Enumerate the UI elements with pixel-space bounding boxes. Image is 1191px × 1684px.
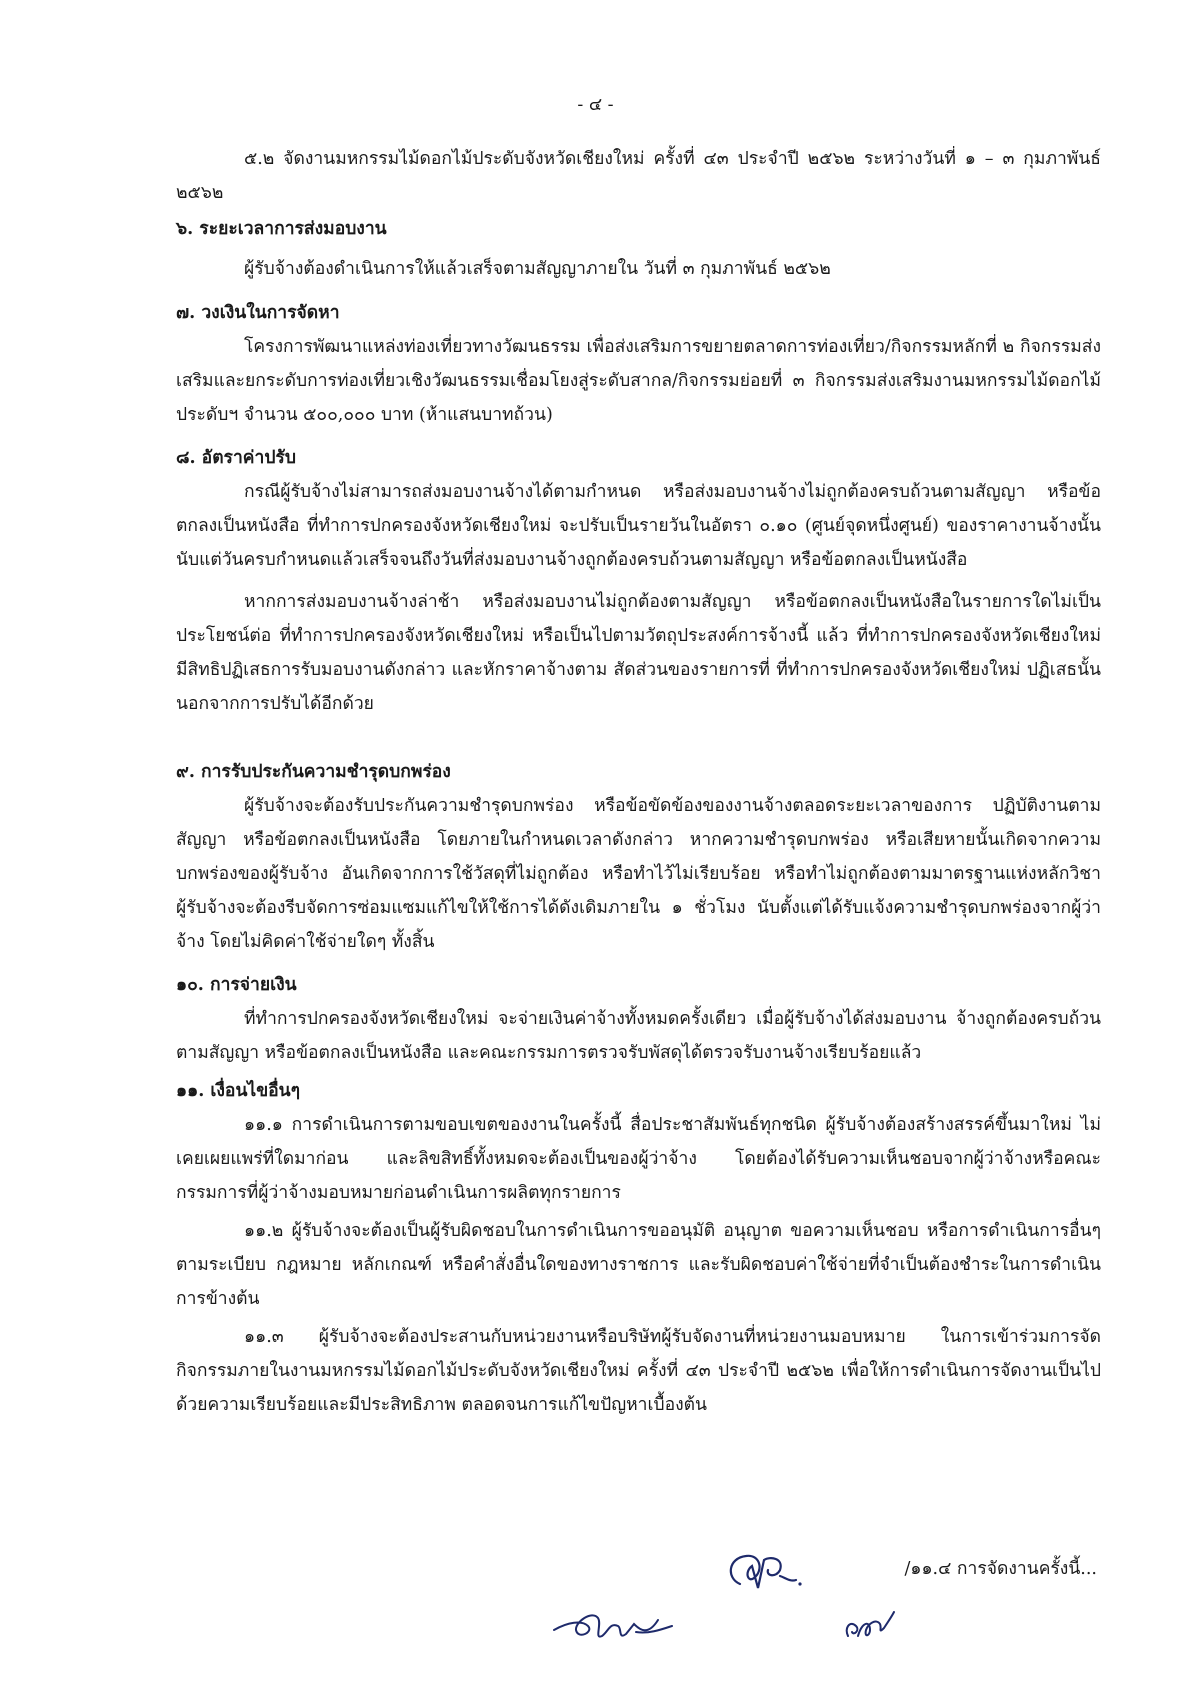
section-8-paragraph-1: กรณีผู้รับจ้างไม่สามารถส่งมอบงานจ้างได้ตามกำหนด หรือส่งมอบงานจ้างไม่ถูกต้องครบถ้วนตามสัญญา หรือข้อตกลงเป็นหนังสือ ที่ทำการปกครองจังหวัดเชียงใหม่ จะปรับเป็นรายวันในอัตรา ๐.๑๐ (ศูนย์จุดหนึ่งศูนย์) ของราคางานจ้างนั้น นับแต่วันครบกำหนดแล้วเสร็จจนถึงวันที่ส่งมอบงานจ้างถูกต้องครบถ้วนตามสัญญา หรือข้อตกลงเป็นหนังสือ [176, 482, 1101, 570]
section-7 [176, 296, 1101, 432]
section-6-text: ผู้รับจ้างต้องดำเนินการให้แล้วเสร็จตามสัญญาภายใน วันที่ ๓ กุมภาพันธ์ ๒๕๖๒ [244, 259, 831, 279]
section-11-2: ๑๑.๒ ผู้รับจ้างจะต้องเป็นผู้รับผิดชอบในการดำเนินการขออนุมัติ อนุญาต ขอความเห็นชอบ หรือการดำเนินการอื่นๆ ตามระเบียบ กฎหมาย หลักเกณฑ์ หรือคำสั่งอื่นใดของทางราชการ และรับผิดชอบค่าใช้จ่ายที่จำเป็นต้องชำระในการดำเนินการข้างต้น [176, 1221, 1101, 1309]
section-6 [176, 212, 1101, 286]
section-7-heading: ๗. วงเงินในการจัดหา [176, 303, 340, 323]
signature-initials-1 [718, 1548, 808, 1598]
section-5-2 [176, 142, 1101, 210]
section-11-3: ๑๑.๓ ผู้รับจ้างจะต้องประสานกับหน่วยงานหรือบริษัทผู้รับจัดงานที่หน่วยงานมอบหมาย ในการเข้าร่วมการจัดกิจกรรมภายในงานมหกรรมไม้ดอกไม้ประดับจังหวัดเชียงใหม่ ครั้งที่ ๔๓ ประจำปี ๒๕๖๒ เพื่อให้การดำเนินการจัดงานเป็นไปด้วยความเรียบร้อยและมีประสิทธิภาพ ตลอดจนการแก้ไขปัญหาเบื้องต้น [176, 1327, 1101, 1415]
section-8 [176, 441, 1101, 721]
signature-2 [548, 1600, 678, 1655]
section-11-1: ๑๑.๑ การดำเนินการตามขอบเขตของงานในครั้งนี้ สื่อประชาสัมพันธ์ทุกชนิด ผู้รับจ้างต้องสร้างสรรค์ขึ้นมาใหม่ ไม่เคยเผยแพร่ที่ใดมาก่อน และลิขสิทธิ์ทั้งหมดจะต้องเป็นของผู้ว่าจ้าง โดยต้องได้รับความเห็นชอบจากผู้ว่าจ้างหรือคณะกรรมการที่ผู้ว่าจ้างมอบหมายก่อนดำเนินการผลิตทุกรายการ [176, 1115, 1101, 1203]
section-9-text: ผู้รับจ้างจะต้องรับประกันความชำรุดบกพร่อง หรือข้อขัดข้องของงานจ้างตลอดระยะเวลาของการ ปฏิบัติงานตามสัญญา หรือข้อตกลงเป็นหนังสือ โดยภายในกำหนดเวลาดังกล่าว หากความชำรุดบกพร่อง หรือเสียหายนั้นเกิดจากความบกพร่องของผู้รับจ้าง อันเกิดจากการใช้วัสดุที่ไม่ถูกต้อง หรือทำไว้ไม่เรียบร้อย หรือทำไม่ถูกต้องตามมาตรฐานแห่งหลักวิชา ผู้รับจ้างจะต้องรีบจัดการซ่อมแซมแก้ไขให้ใช้การได้ดังเดิมภายใน ๑ ชั่วโมง นับตั้งแต่ได้รับแจ้งความชำรุดบกพร่องจากผู้ว่าจ้าง โดยไม่คิดค่าใช้จ่ายใดๆ ทั้งสิ้น [176, 796, 1101, 952]
signature-initials-3 [840, 1602, 900, 1646]
section-11 [176, 1074, 1101, 1422]
section-7-text: โครงการพัฒนาแหล่งท่องเที่ยวทางวัฒนธรรม เพื่อส่งเสริมการขยายตลาดการท่องเที่ยว/กิจกรรมหลักที่ ๒ กิจกรรมส่งเสริมและยกระดับการท่องเที่ยวเชิงวัฒนธรรมเชื่อมโยงสู่ระดับสากล/กิจกรรมย่อยที่ ๓ กิจกรรมส่งเสริมงานมหกรรมไม้ดอกไม้ประดับฯ จำนวน ๕๐๐,๐๐๐ บาท (ห้าแสนบาทถ้วน) [176, 337, 1101, 425]
page-number: - ๔ - [577, 95, 614, 115]
section-10 [176, 968, 1101, 1070]
section-5-2-text: ๕.๒ จัดงานมหกรรมไม้ดอกไม้ประดับจังหวัดเชียงใหม่ ครั้งที่ ๔๓ ประจำปี ๒๕๖๒ ระหว่างวันที่ ๑ – ๓ กุมภาพันธ์ ๒๕๖๒ [176, 149, 1101, 203]
section-10-heading: ๑๐. การจ่ายเงิน [176, 975, 297, 995]
continuation-note: /๑๑.๔ การจัดงานครั้งนี้... [904, 1559, 1097, 1579]
section-8-heading: ๘. อัตราค่าปรับ [176, 448, 296, 468]
section-6-heading: ๖. ระยะเวลาการส่งมอบงาน [176, 219, 387, 239]
section-9 [176, 755, 1101, 959]
section-10-text: ที่ทำการปกครองจังหวัดเชียงใหม่ จะจ่ายเงินค่าจ้างทั้งหมดครั้งเดียว เมื่อผู้รับจ้างได้ส่งมอบงาน จ้างถูกต้องครบถ้วนตามสัญญา หรือข้อตกลงเป็นหนังสือ และคณะกรรมการตรวจรับพัสดุได้ตรวจรับงานจ้างเรียบร้อยแล้ว [176, 1009, 1101, 1063]
section-11-heading: ๑๑. เงื่อนไขอื่นๆ [176, 1081, 301, 1101]
section-9-heading: ๙. การรับประกันความชำรุดบกพร่อง [176, 762, 451, 782]
section-8-paragraph-2: หากการส่งมอบงานจ้างล่าช้า หรือส่งมอบงานไม่ถูกต้องตามสัญญา หรือข้อตกลงเป็นหนังสือในรายการใดไม่เป็นประโยชน์ต่อ ที่ทำการปกครองจังหวัดเชียงใหม่ หรือเป็นไปตามวัตถุประสงค์การจ้างนี้ แล้ว ที่ทำการปกครองจังหวัดเชียงใหม่ มีสิทธิปฏิเสธการรับมอบงานดังกล่าว และหักราคาจ้างตาม สัดส่วนของรายการที่ ที่ทำการปกครองจังหวัดเชียงใหม่ ปฏิเสธนั้น นอกจากการปรับได้อีกด้วย [176, 592, 1101, 714]
